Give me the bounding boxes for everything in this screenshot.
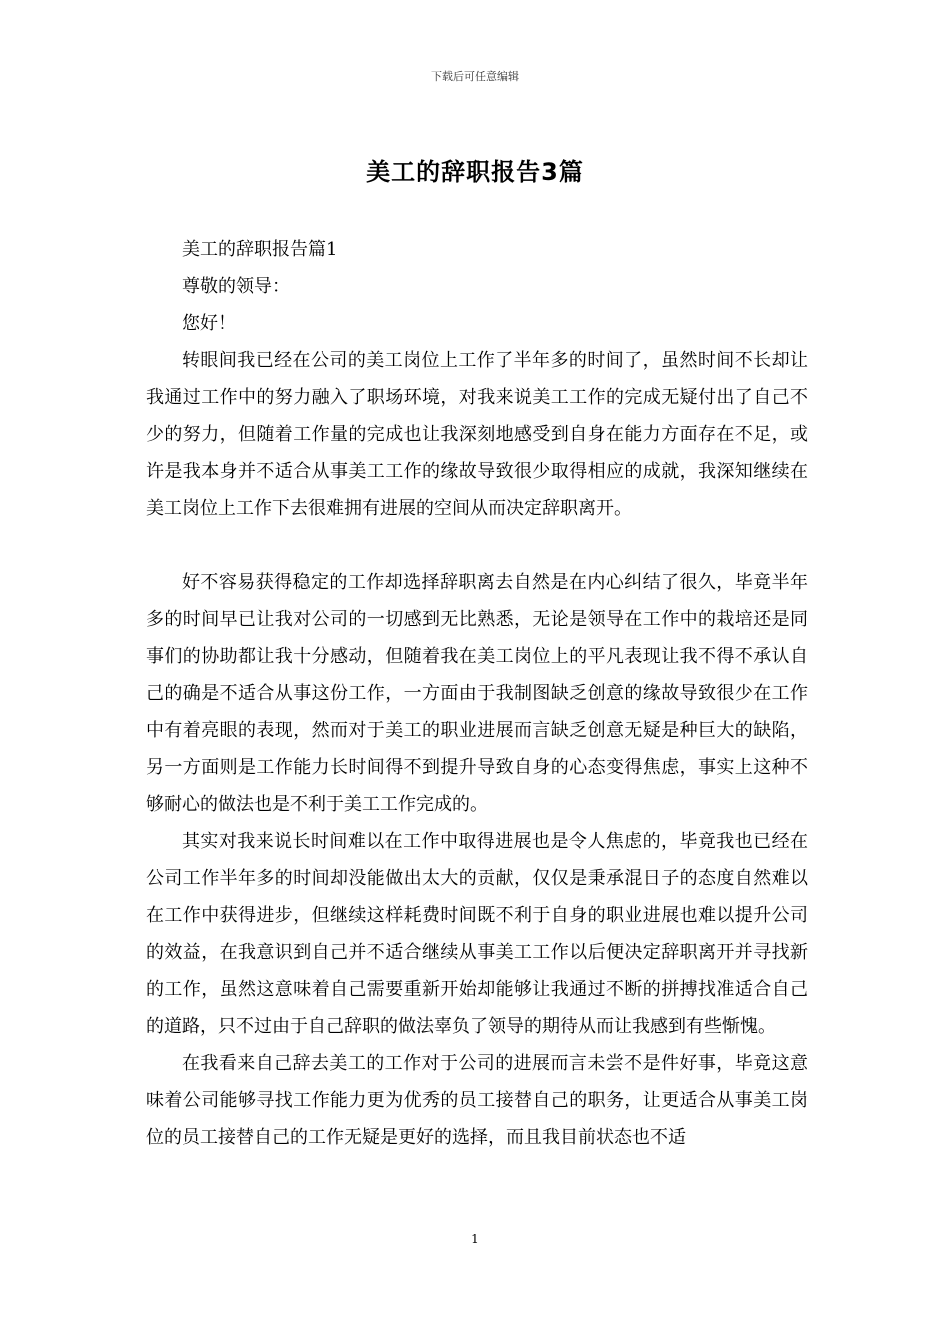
salutation: 尊敬的领导： xyxy=(182,276,290,297)
document-title: 美工的辞职报告3篇 xyxy=(366,158,584,186)
body-paragraph: 转眼间我已经在公司的美工岗位上工作了半年多的时间了，虽然时间不长却让我通过工作中的努力融入了职场环境，对我来说美工工作的完成无疑付出了自己不少的努力，但随着工作量的完成也让我深刻地感受到自身在能力方面存在不足，或许是我本身并不适合从事美工工作的缘故导致很少取得相应的成就，我深知继续在美工岗位上工作下去很难拥有进展的空间从而决定辞职离开。 xyxy=(146,350,808,519)
body-paragraph: 在我看来自己辞去美工的工作对于公司的进展而言未尝不是件好事，毕竟这意味着公司能够寻找工作能力更为优秀的员工接替自己的职务，让更适合从事美工岗位的员工接替自己的工作无疑是更好的选择，而且我目前状态也不适 xyxy=(146,1053,808,1148)
greeting: 您好！ xyxy=(182,313,236,334)
body-paragraph: 好不容易获得稳定的工作却选择辞职离去自然是在内心纠结了很久，毕竟半年多的时间早已让我对公司的一切感到无比熟悉，无论是领导在工作中的栽培还是同事们的协助都让我十分感动，但随着我在美工岗位上的平凡表现让我不得不承认自己的确是不适合从事这份工作，一方面由于我制图缺乏创意的缘故导致很少在工作中有着亮眼的表现，然而对于美工的职业进展而言缺乏创意无疑是种巨大的缺陷，另一方面则是工作能力长时间得不到提升导致自身的心态变得焦虑，事实上这种不够耐心的做法也是不利于美工工作完成的。 xyxy=(146,572,808,815)
body-paragraph: 其实对我来说长时间难以在工作中取得进展也是令人焦虑的，毕竟我也已经在公司工作半年多的时间却没能做出太大的贡献，仅仅是秉承混日子的态度自然难以在工作中获得进步，但继续这样耗费时间既不利于自身的职业进展也难以提升公司的效益，在我意识到自己并不适合继续从事美工工作以后便决定辞职离开并寻找新的工作，虽然这意味着自己需要重新开始却能够让我通过不断的拼搏找准适合自己的道路，只不过由于自己辞职的做法辜负了领导的期待从而让我感到有些惭愧。 xyxy=(146,831,808,1037)
page-header-note: 下载后可任意编辑 xyxy=(431,70,519,83)
page-number: 1 xyxy=(471,1232,479,1246)
section-heading: 美工的辞职报告篇1 xyxy=(182,239,338,260)
document-body xyxy=(146,231,808,1156)
